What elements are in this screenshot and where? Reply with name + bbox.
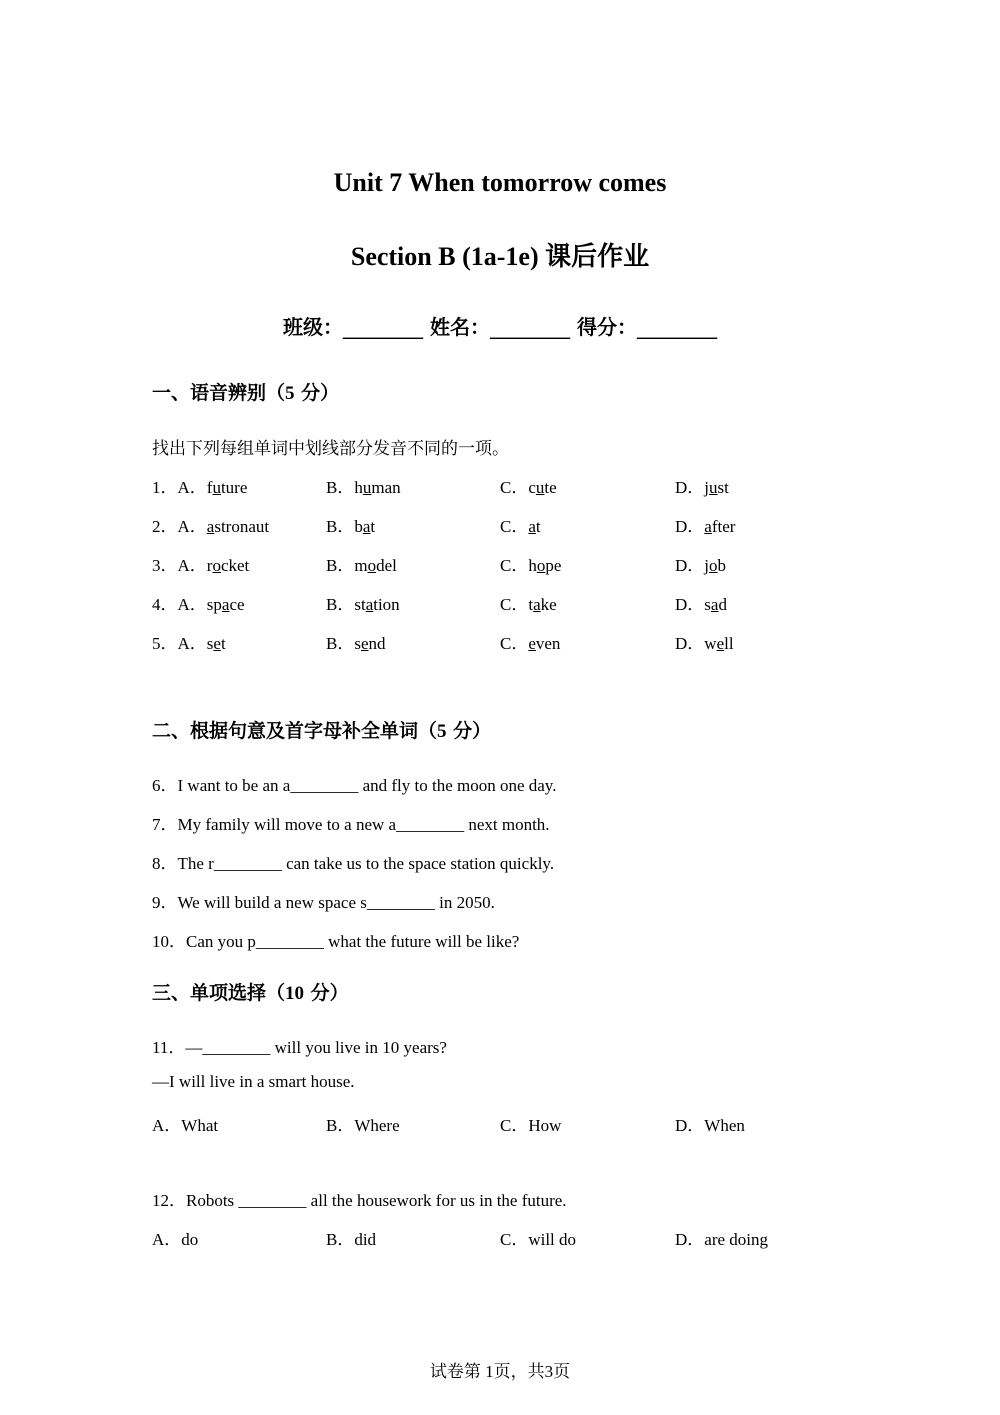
word-suffix: t (220, 634, 226, 653)
word-prefix: s (354, 634, 361, 653)
section3-heading-tail: 分） (304, 982, 349, 1004)
word-prefix: s (206, 634, 214, 653)
option-letter: B． (326, 595, 355, 614)
underlined-letters: u (362, 478, 372, 497)
option-letter: A． (177, 517, 207, 536)
word-prefix: w (704, 634, 717, 653)
question-11-stem: 11．—________ will you live in 10 years? (152, 1038, 447, 1057)
underlined-letters: o (536, 556, 546, 575)
q2-option-d[interactable] (675, 512, 735, 537)
option-letter: D． (675, 517, 705, 536)
section3-heading (152, 978, 349, 1005)
q2-option-a[interactable] (152, 512, 269, 537)
score-blank: ________ (636, 315, 717, 339)
question-8: 8．The r________ can take us to the space station quickly. (152, 854, 555, 873)
option-letter: B． (326, 556, 355, 575)
underlined-letters: o (367, 556, 377, 575)
word-suffix: nd (368, 634, 386, 653)
q3-option-c[interactable] (500, 551, 561, 576)
option-letter: A． (177, 556, 207, 575)
word-suffix: b (717, 556, 727, 575)
section1-points: 5 (285, 383, 295, 404)
word-prefix: b (354, 517, 363, 536)
q11-option-c[interactable]: C．How (500, 1116, 562, 1135)
question-12-options (152, 1225, 852, 1249)
name-blank: ________ (490, 315, 570, 339)
underlined-letters: u (709, 478, 718, 497)
word-prefix: s (704, 595, 711, 614)
student-info-line (0, 311, 1000, 340)
word-suffix: ture (220, 478, 248, 497)
option-letter: A． (177, 478, 207, 497)
option-letter: C． (500, 478, 529, 497)
phonics-question-4 (152, 590, 852, 614)
q1-option-a[interactable] (152, 473, 247, 498)
word-suffix: ll (724, 634, 734, 653)
q12-option-d[interactable]: D．are doing (675, 1230, 769, 1249)
underlined-letters: o (212, 556, 221, 575)
q2-option-c[interactable] (500, 512, 541, 537)
question-number: 1． (152, 478, 178, 497)
underlined-letters: a (528, 517, 536, 536)
option-letter: C． (500, 517, 529, 536)
worksheet-subtitle (0, 236, 1000, 273)
word-prefix: c (528, 478, 536, 497)
word-suffix: del (376, 556, 397, 575)
question-number: 2． (152, 517, 178, 536)
word-prefix: sp (206, 595, 222, 614)
underlined-letters: a (710, 595, 719, 614)
question-12-stem: 12．Robots ________ all the housework for us in the future. (152, 1191, 567, 1210)
word-prefix: t (528, 595, 534, 614)
phonics-question-3 (152, 551, 852, 575)
word-prefix: j (704, 478, 710, 497)
word-prefix: h (354, 478, 363, 497)
option-letter: C． (500, 556, 529, 575)
underlined-letters: a (704, 517, 712, 536)
question-7: 7．My family will move to a new a________ next month. (152, 815, 550, 834)
section1-instruction: 找出下列每组单词中划线部分发音不同的一项。 (152, 439, 509, 459)
question-9: 9．We will build a new space s________ in 2050. (152, 893, 495, 912)
q11-option-a[interactable]: A．What (152, 1116, 219, 1135)
page-footer: 试卷第 1页，共3页 (429, 1362, 571, 1381)
underlined-letters: e (360, 634, 369, 653)
question-number: 4． (152, 595, 178, 614)
word-prefix: f (206, 478, 213, 497)
q2-option-b[interactable] (326, 512, 375, 537)
q1-option-b[interactable] (326, 473, 401, 498)
underlined-letters: a (206, 517, 215, 536)
underlined-letters: u (535, 478, 545, 497)
subtitle-en: Section B (1a-1e) (350, 242, 546, 271)
q4-option-d[interactable] (675, 590, 727, 615)
option-letter: B． (326, 634, 355, 653)
section1-heading-text: 一、语音辨别（ (152, 382, 286, 404)
question-number: 3． (152, 556, 178, 575)
option-letter: D． (675, 478, 705, 497)
q12-option-c[interactable]: C．will do (500, 1230, 577, 1249)
word-suffix: ke (540, 595, 557, 614)
q3-option-d[interactable] (675, 551, 726, 576)
section1-heading-tail: 分） (294, 382, 340, 404)
word-suffix: tion (373, 595, 400, 614)
section3-heading-text: 三、单项选择（ (152, 982, 286, 1004)
word-suffix: t (370, 517, 376, 536)
q4-option-c[interactable] (500, 590, 557, 615)
question-number: 5． (152, 634, 178, 653)
word-suffix: te (544, 478, 557, 497)
underlined-letters: e (528, 634, 536, 653)
question-6: 6．I want to be an a________ and fly to the moon one day. (152, 776, 557, 795)
phonics-question-2 (152, 512, 852, 536)
q5-option-b[interactable] (326, 629, 386, 654)
option-letter: A． (177, 634, 207, 653)
word-prefix: m (354, 556, 368, 575)
q4-option-a[interactable] (152, 590, 245, 615)
underlined-letters: a (221, 595, 230, 614)
option-letter: C． (500, 634, 529, 653)
section2-heading (152, 716, 491, 743)
class-blank: ________ (343, 315, 424, 339)
section2-heading-tail: 分） (446, 720, 492, 742)
word-suffix: man (371, 478, 401, 497)
question-10: 10．Can you p________ what the future will be like? (152, 932, 520, 951)
q3-option-a[interactable] (152, 551, 249, 576)
q4-option-b[interactable] (326, 590, 400, 615)
word-suffix: cket (220, 556, 250, 575)
underlined-letters: e (716, 634, 725, 653)
word-suffix: t (535, 517, 541, 536)
underlined-letters: a (365, 595, 374, 614)
word-suffix: fter (711, 517, 736, 536)
worksheet-title: Unit 7 When tomorrow comes (333, 168, 667, 197)
phonics-question-1 (152, 473, 852, 497)
q12-option-b[interactable]: B．did (326, 1230, 377, 1249)
option-letter: C． (500, 595, 529, 614)
q1-option-d[interactable] (675, 473, 729, 498)
word-prefix: h (528, 556, 537, 575)
word-prefix: r (206, 556, 213, 575)
q5-option-a[interactable] (152, 629, 226, 654)
q1-option-c[interactable] (500, 473, 557, 498)
section2-heading-text: 二、根据句意及首字母补全单词（ (152, 720, 438, 742)
option-letter: D． (675, 556, 705, 575)
underlined-letters: o (709, 556, 718, 575)
underlined-letters: u (212, 478, 221, 497)
option-letter: A． (177, 595, 207, 614)
score-label: 得分： (576, 315, 637, 339)
word-suffix: stronaut (214, 517, 270, 536)
q11-option-b[interactable]: B．Where (326, 1116, 400, 1135)
underlined-letters: e (213, 634, 221, 653)
option-letter: B． (326, 478, 355, 497)
word-prefix: st (354, 595, 366, 614)
q12-option-a[interactable]: A．do (152, 1230, 199, 1249)
section2-points: 5 (437, 721, 447, 742)
q5-option-c[interactable] (500, 629, 560, 654)
word-suffix: d (718, 595, 727, 614)
underlined-letters: a (362, 517, 371, 536)
q3-option-b[interactable] (326, 551, 397, 576)
phonics-question-5 (152, 629, 852, 653)
question-11-options (152, 1111, 852, 1135)
word-suffix: ce (229, 595, 245, 614)
question-11-reply: —I will live in a smart house. (152, 1072, 355, 1091)
section3-points: 10 (285, 983, 305, 1004)
word-prefix: j (704, 556, 710, 575)
q5-option-d[interactable] (675, 629, 734, 654)
q11-option-d[interactable]: D．When (675, 1116, 745, 1135)
section1-heading (152, 378, 339, 405)
underlined-letters: a (533, 595, 541, 614)
subtitle-cn: 课后作业 (545, 242, 650, 272)
word-suffix: st (717, 478, 729, 497)
name-label: 姓名： (430, 315, 490, 339)
option-letter: D． (675, 595, 705, 614)
option-letter: B． (326, 517, 355, 536)
word-suffix: pe (545, 556, 562, 575)
class-label: 班级： (283, 315, 344, 339)
word-suffix: ven (535, 634, 561, 653)
option-letter: D． (675, 634, 705, 653)
